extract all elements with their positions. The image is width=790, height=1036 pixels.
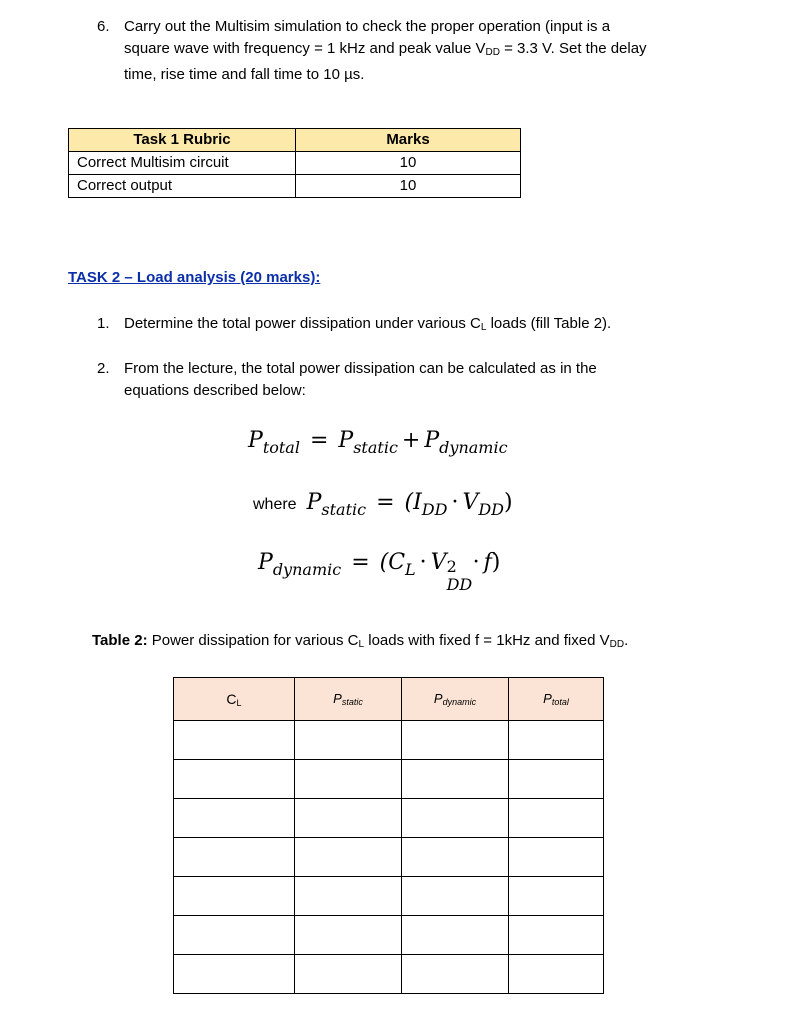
table-row [174,799,604,838]
empty-input-cell[interactable] [402,760,509,799]
rubric-criterion: Correct Multisim circuit [69,152,296,175]
rubric-marks: 10 [296,175,521,198]
item-6-text [124,16,711,86]
item-6-line: Carry out the Multisim simulation to check the proper operation (input is a [124,18,611,35]
item-6-line: square wave with frequency = 1 kHz and peak value $V_{DD} = 3.3$ V. Set the delay [124,40,647,58]
empty-input-cell[interactable] [402,721,509,760]
empty-input-cell[interactable] [295,760,402,799]
empty-input-cell[interactable] [295,955,402,994]
empty-input-cell[interactable] [174,799,295,838]
empty-input-cell[interactable] [295,838,402,877]
item-6-line: time, rise time and fall time to 10 µs. [124,66,365,83]
power-table-header-row [174,678,604,721]
table-row [174,760,604,799]
equation-dynamic-power: $P_{dynamic} = (C_L \cdot V$ 2 DD · f) [258,550,501,594]
item-2-line: From the lecture, the total power dissipation can be calculated as in the [124,360,597,377]
empty-input-cell[interactable] [174,877,295,916]
table-row [69,152,521,175]
empty-input-cell[interactable] [402,799,509,838]
empty-input-cell[interactable] [174,838,295,877]
empty-input-cell[interactable] [402,916,509,955]
empty-input-cell[interactable] [509,838,604,877]
empty-input-cell[interactable] [402,877,509,916]
table-row [174,838,604,877]
empty-input-cell[interactable] [509,760,604,799]
task-2-heading: TASK 2 – Load analysis (20 marks): [68,269,321,286]
empty-input-cell[interactable] [174,721,295,760]
header-ptotal: $P_{total}$ [509,678,604,721]
empty-input-cell[interactable] [402,838,509,877]
header-cl: $C_L$ [174,678,295,721]
table-row [174,877,604,916]
equation-total-power: $P_{total} = P_{static} + P_{dynamic}$ [248,428,508,457]
rubric-criterion: Correct output [69,175,296,198]
rubric-table [68,128,521,198]
table-row [174,721,604,760]
list-number: 6. [97,18,110,35]
empty-input-cell[interactable] [174,955,295,994]
item-2-line: equations described below: [124,382,306,399]
empty-input-cell[interactable] [295,877,402,916]
empty-input-cell[interactable] [509,877,604,916]
empty-input-cell[interactable] [509,721,604,760]
empty-input-cell[interactable] [509,916,604,955]
table-row [174,955,604,994]
power-dissipation-table [173,677,604,994]
list-number: 2. [97,360,110,377]
empty-input-cell[interactable] [509,955,604,994]
item-2-text [124,358,711,402]
item-1-text: Determine the total power dissipation under various $C_L$ loads (fill Table 2). [124,315,612,333]
empty-input-cell[interactable] [174,916,295,955]
header-pstatic: $P_{static}$ [295,678,402,721]
equation-static-power: where $P_{static} = (I_{DD} \cdot V_{DD})$ [253,490,513,519]
empty-input-cell[interactable] [174,760,295,799]
rubric-header-row [69,129,521,152]
rubric-header-task: Task 1 Rubric [69,129,296,152]
header-pdynamic: $P_{dynamic}$ [402,678,509,721]
table-row [69,175,521,198]
empty-input-cell[interactable] [402,955,509,994]
rubric-header-marks: Marks [296,129,521,152]
empty-input-cell[interactable] [295,799,402,838]
table-2-caption: Table 2: Power dissipation for various $C_L$ loads with fixed f = 1kHz and fixed $V_{DD}$. [92,632,629,650]
list-number: 1. [97,315,110,332]
empty-input-cell[interactable] [295,916,402,955]
rubric-marks: 10 [296,152,521,175]
table-row [174,916,604,955]
empty-input-cell[interactable] [295,721,402,760]
empty-input-cell[interactable] [509,799,604,838]
